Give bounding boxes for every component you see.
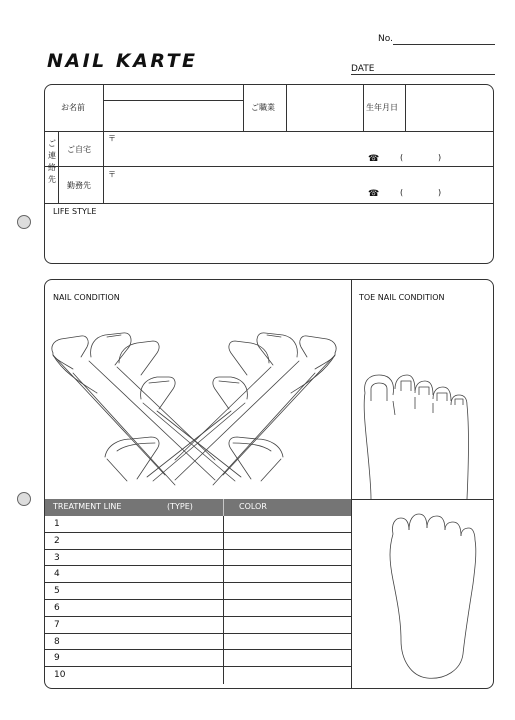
treatment-row[interactable] xyxy=(45,634,351,651)
work-label: 勤務先 xyxy=(67,181,91,190)
treatment-row[interactable] xyxy=(45,516,351,533)
row-number: 4 xyxy=(54,569,60,580)
home-label: ご自宅 xyxy=(67,145,91,154)
treatment-row[interactable] xyxy=(45,583,351,600)
occupation-label: ご職業 xyxy=(251,103,275,112)
hands-illustration xyxy=(45,305,351,499)
row-number: 5 xyxy=(54,586,60,597)
nail-condition-form xyxy=(44,279,494,689)
work-phone-icon: ☎ xyxy=(368,189,380,199)
personal-info-form xyxy=(44,84,494,264)
toes-illustration xyxy=(351,305,494,499)
home-phone-icon: ☎ xyxy=(368,154,380,164)
lifestyle-label: LIFE STYLE xyxy=(53,207,97,216)
contact-side-label: ご連絡先 xyxy=(48,139,56,184)
treatment-row[interactable] xyxy=(45,600,351,617)
home-phone-paren-close: ) xyxy=(438,153,442,162)
row-number: 2 xyxy=(54,535,60,546)
page-title: NAIL KARTE xyxy=(47,50,198,72)
treatment-row[interactable] xyxy=(45,566,351,583)
birthday-label: 生年月日 xyxy=(366,103,398,112)
row-number: 1 xyxy=(54,519,60,529)
row-number: 3 xyxy=(54,552,60,563)
number-label: No. xyxy=(378,34,393,44)
foot-sole-illustration xyxy=(351,500,494,688)
treatment-row[interactable] xyxy=(45,650,351,667)
name-label: お名前 xyxy=(61,103,85,112)
home-postal-mark: 〒 xyxy=(108,134,116,143)
row-number: 6 xyxy=(54,603,60,613)
treatment-row[interactable] xyxy=(45,533,351,550)
type-header: (TYPE) xyxy=(167,502,193,511)
treatment-row[interactable] xyxy=(45,667,351,684)
date-field-line[interactable] xyxy=(351,74,495,75)
punch-hole-top xyxy=(17,215,31,229)
work-phone-paren-close: ) xyxy=(438,188,442,197)
row-number: 10 xyxy=(54,670,66,681)
nail-condition-label: NAIL CONDITION xyxy=(53,293,120,302)
treatment-row[interactable] xyxy=(45,617,351,634)
color-header: COLOR xyxy=(239,502,267,511)
treatment-table-header xyxy=(45,499,351,516)
row-number: 7 xyxy=(54,619,60,630)
toe-nail-condition-label: TOE NAIL CONDITION xyxy=(359,293,445,302)
number-field-line[interactable] xyxy=(393,44,495,45)
work-postal-mark: 〒 xyxy=(108,170,116,179)
row-number: 9 xyxy=(54,653,60,664)
work-phone-paren-open: ( xyxy=(400,188,404,197)
treatment-row[interactable] xyxy=(45,550,351,567)
row-number: 8 xyxy=(54,636,60,647)
treatment-line-header: TREATMENT LINE xyxy=(53,502,122,511)
date-label: DATE xyxy=(351,64,375,74)
home-phone-paren-open: ( xyxy=(400,153,404,162)
punch-hole-bottom xyxy=(17,492,31,506)
